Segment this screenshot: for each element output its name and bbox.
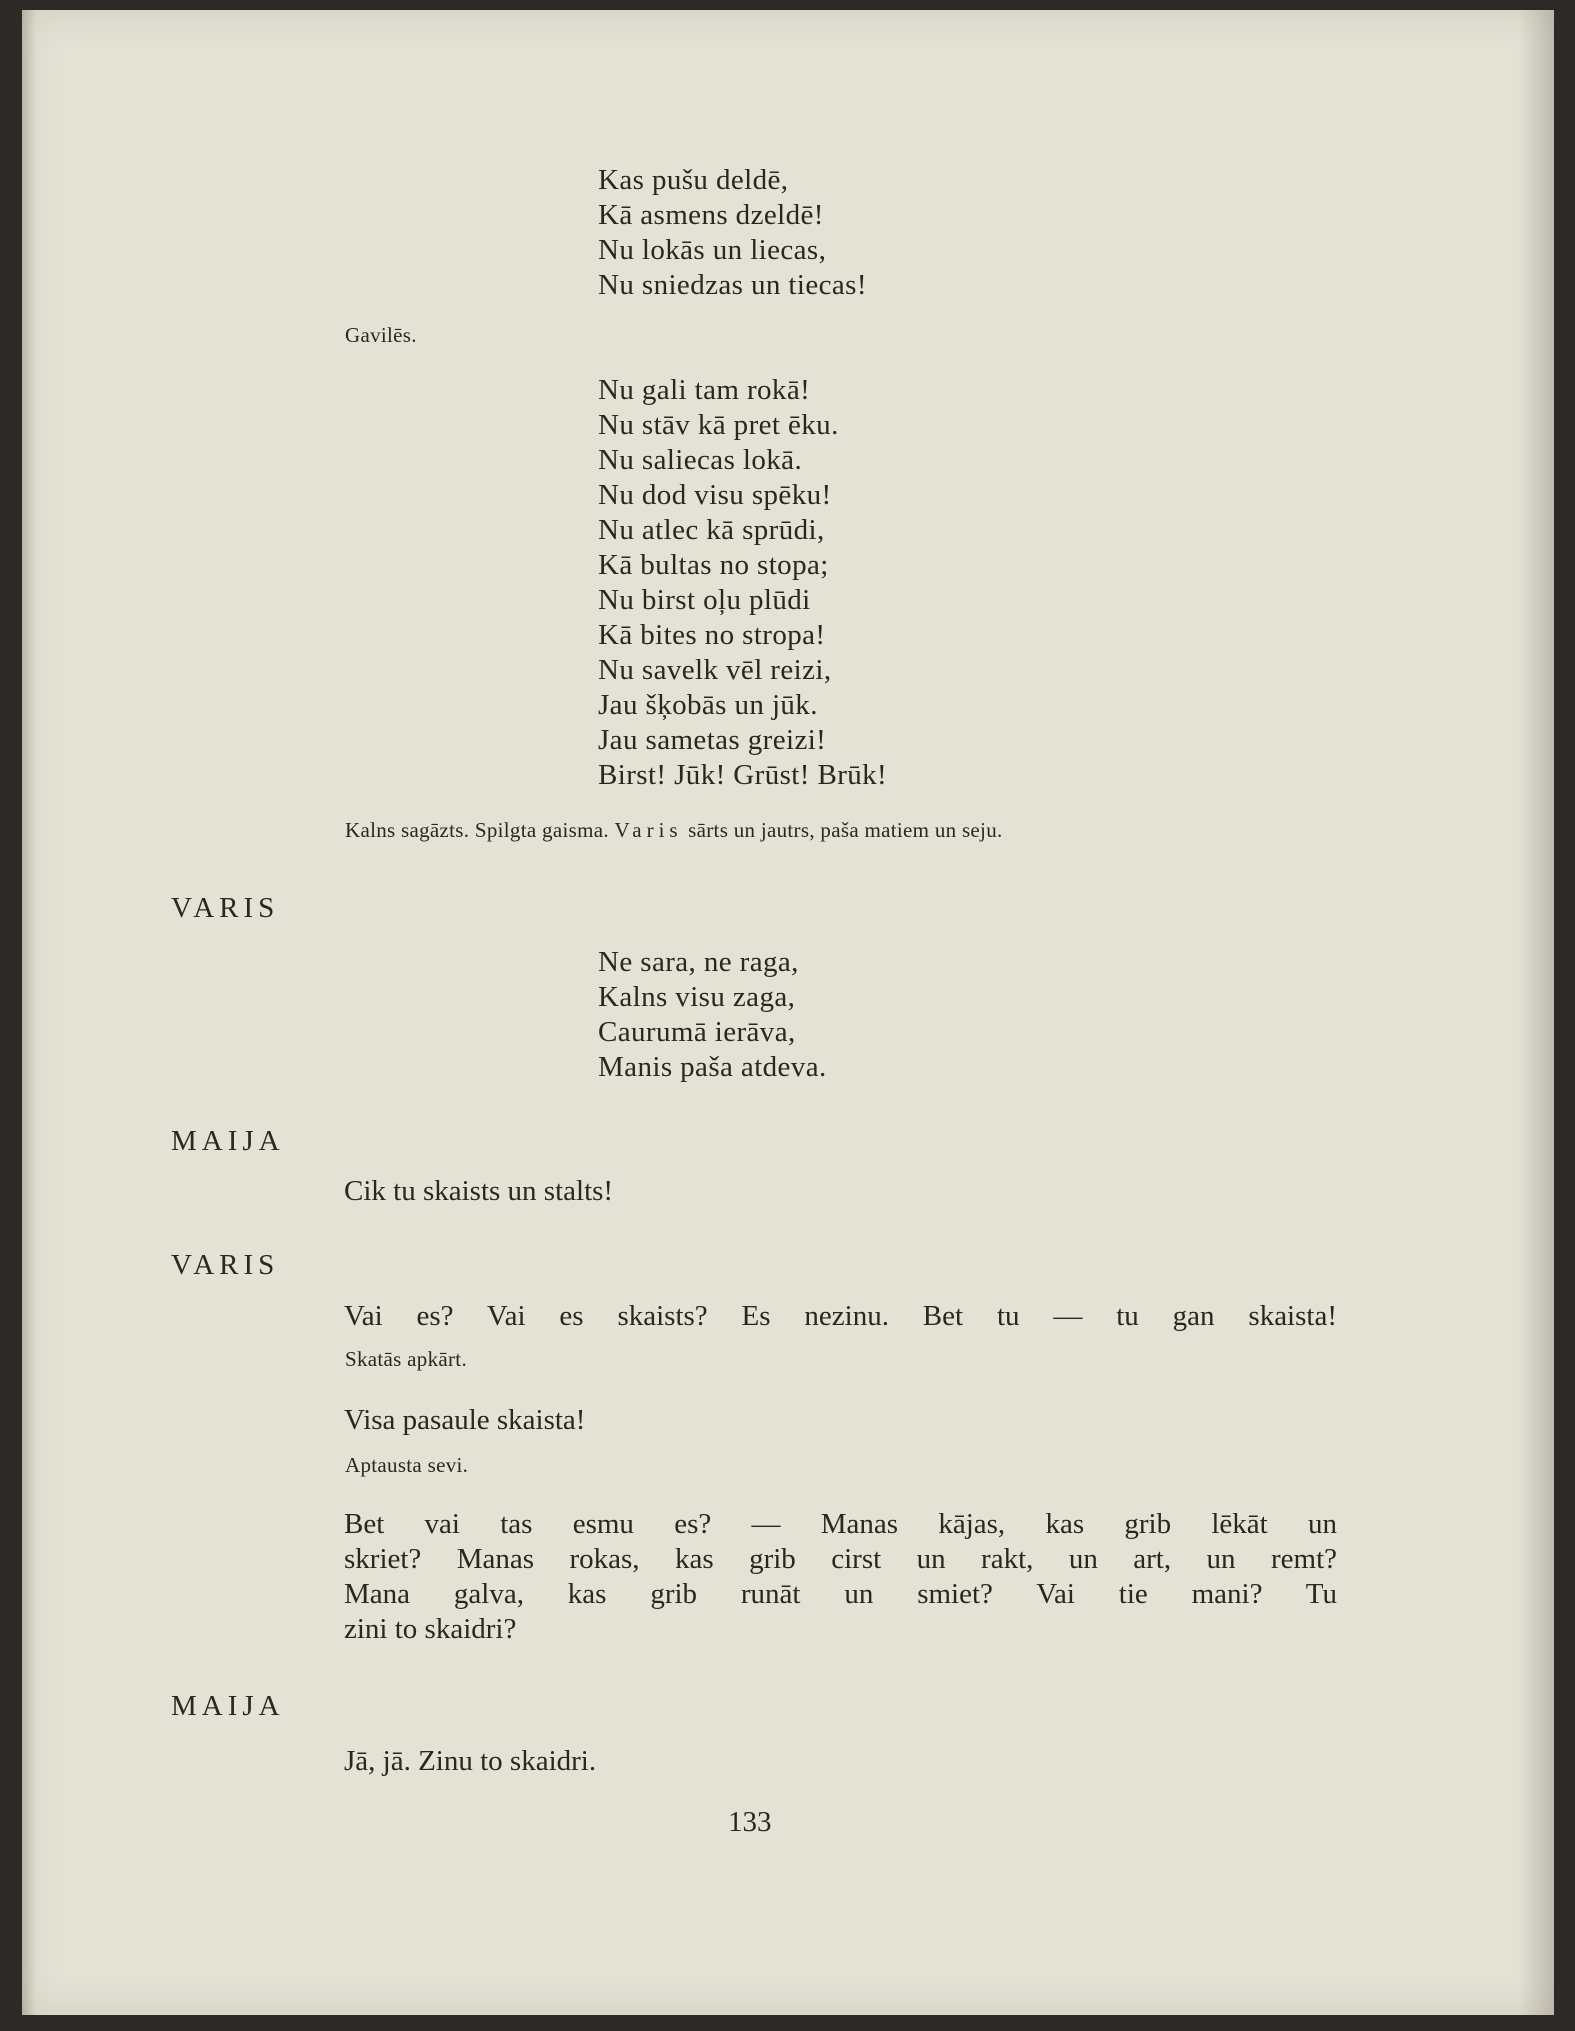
verse-line: Nu sniedzas un tiecas! <box>598 269 867 301</box>
dialogue-line: Visa pasaule skaista! <box>344 1404 586 1436</box>
stage-direction-gaviles: Gavilēs. <box>345 323 417 347</box>
verse-line: Birst! Jūk! Grūst! Brūk! <box>598 759 888 791</box>
stage-direction-kalns <box>345 818 1003 843</box>
book-page <box>22 10 1554 2015</box>
dialogue-line-text: zini to skaidri? <box>344 1613 517 1645</box>
stage-direction-aptausta: Aptausta sevi. <box>345 1453 469 1477</box>
verse-line: Nu lokās un liecas, <box>598 234 827 266</box>
dialogue-line <box>344 1299 1337 1334</box>
verse-line: Nu dod visu spēku! <box>598 479 832 511</box>
verse-block-2 <box>598 373 887 793</box>
verse-line: Manis paša atdeva. <box>598 1051 827 1083</box>
dialogue-line: Jā, jā. Zinu to skaidri. <box>344 1745 597 1777</box>
verse-line: Nu birst oļu plūdi <box>598 584 811 616</box>
verse-line: Nu savelk vēl reizi, <box>598 654 832 686</box>
verse-line: Nu saliecas lokā. <box>598 444 803 476</box>
speaker-name: VARIS <box>171 892 280 924</box>
speaker-name: VARIS <box>171 1249 280 1281</box>
verse-line: Nu stāv kā pret ēku. <box>598 409 839 441</box>
verse-line: Kā asmens dzeldē! <box>598 199 824 231</box>
page-spine-shadow <box>1518 10 1554 2015</box>
dialogue-line-text: skriet? Manas rokas, kas grib cirst un rakt, un art, un remt? <box>344 1543 1337 1575</box>
verse-line: Nu atlec kā sprūdi, <box>598 514 825 546</box>
speaker-name: MAIJA <box>171 1125 285 1157</box>
stage-text: Kalns sagāzts. Spilgta gaisma. <box>345 818 609 842</box>
verse-line: Ne sara, ne raga, <box>598 946 799 978</box>
verse-line: Jau sametas greizi! <box>598 724 827 756</box>
verse-line: Kā bultas no stopa; <box>598 549 829 581</box>
dialogue-line: Cik tu skaists un stalts! <box>344 1175 614 1207</box>
dialogue-line-text: Vai es? Vai es skaists? Es nezinu. Bet tu — tu gan skaista! <box>344 1300 1337 1332</box>
verse-line: Caurumā ierāva, <box>598 1016 796 1048</box>
verse-block-1 <box>598 163 867 303</box>
verse-block-3 <box>598 945 827 1085</box>
dialogue-paragraph <box>344 1507 1337 1647</box>
stage-direction-skatas: Skatās apkārt. <box>345 1347 467 1371</box>
stage-character-name: Varis <box>614 818 683 842</box>
verse-line: Kalns visu zaga, <box>598 981 796 1013</box>
dialogue-line-text: Mana galva, kas grib runāt un smiet? Vai tie mani? Tu <box>344 1578 1337 1610</box>
verse-line: Nu gali tam rokā! <box>598 374 811 406</box>
verse-line: Kas pušu deldē, <box>598 164 789 196</box>
stage-text: sārts un jautrs, paša matiem un seju. <box>688 818 1003 842</box>
page-left-edge-shadow <box>22 10 36 2015</box>
verse-line: Kā bites no stropa! <box>598 619 826 651</box>
verse-line: Jau šķobās un jūk. <box>598 689 818 721</box>
dialogue-line-text: Bet vai tas esmu es? — Manas kājas, kas grib lēkāt un <box>344 1508 1337 1540</box>
page-number: 133 <box>728 1806 772 1838</box>
speaker-name: MAIJA <box>171 1690 285 1722</box>
